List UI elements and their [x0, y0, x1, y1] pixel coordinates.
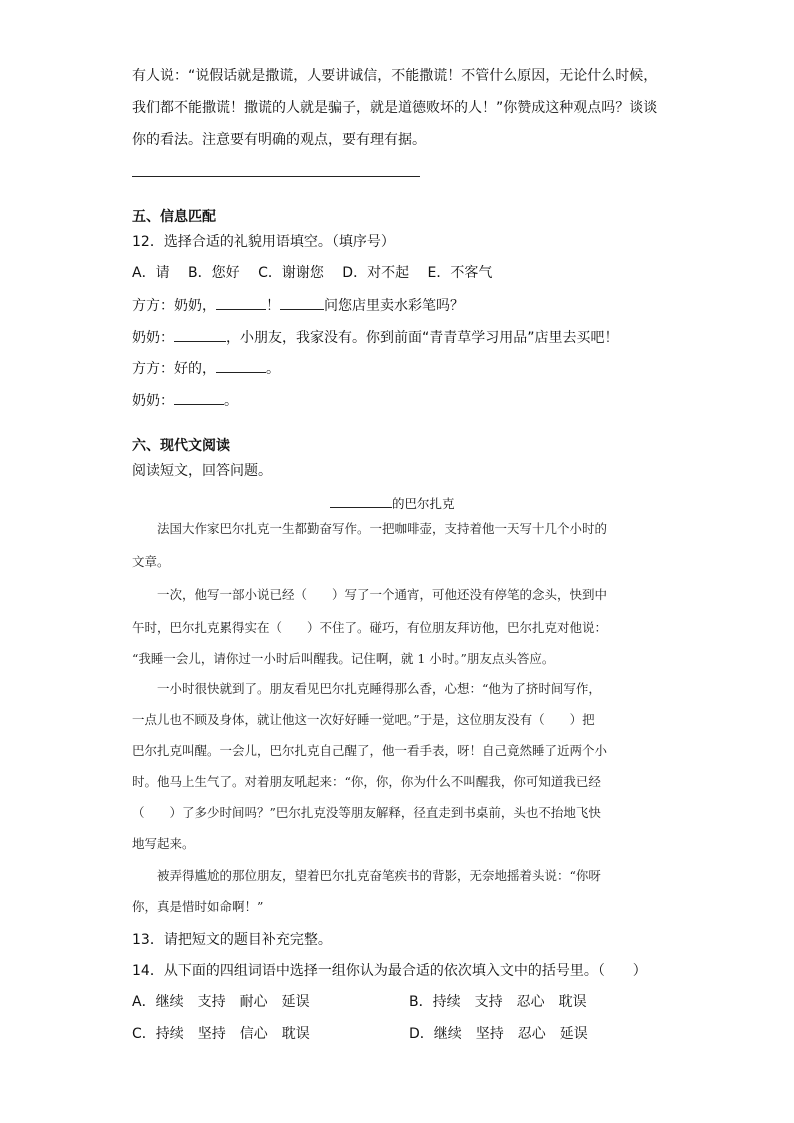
- q11-line-1: 有人说：“说假话就是撒谎，人要讲诚信，不能撒谎！不管什么原因，无论什么时候，: [132, 68, 658, 84]
- passage-line: “我睡一会儿，请你过一小时后叫醒我。记住啊，就 1 小时。”朋友点头答应。: [132, 651, 555, 666]
- dialogue-punct: ！: [266, 298, 280, 314]
- fill-blank-3[interactable]: [174, 327, 226, 342]
- dialogue-text: ，小朋友，我家没有。你到前面“青青草学习用品”店里去买吧！: [226, 330, 619, 346]
- dialogue-text: 。: [266, 361, 280, 377]
- dialogue-text: 。: [224, 393, 238, 409]
- q12-options: A．请 B．您好 C．谢谢您 D．对不起 E．不客气: [132, 265, 493, 281]
- choice-d[interactable]: D．继续 坚持 忍心 延误: [409, 1026, 588, 1042]
- choice-b[interactable]: B．持续 支持 忍心 耽误: [409, 994, 587, 1010]
- dialogue-speaker-text: 奶奶：: [132, 393, 174, 409]
- passage-line: 时。他马上生气了。对着朋友吼起来：“你，你，你为什么不叫醒我，你可知道我已经: [132, 774, 601, 789]
- dialogue-line-1: [132, 295, 464, 316]
- dialogue-line-2: [132, 327, 619, 348]
- q13-prompt: 13．请把短文的题目补充完整。: [132, 932, 332, 948]
- passage-line: 被弄得尴尬的那位朋友，望着巴尔扎克奋笔疾书的背影，无奈地摇着头说：“你呀: [132, 868, 601, 883]
- dialogue-line-3: [132, 358, 280, 379]
- fill-blank-2[interactable]: [280, 295, 324, 310]
- fill-blank-1[interactable]: [216, 295, 266, 310]
- q11-line-2: 我们都不能撒谎！撒谎的人就是骗子，就是道德败坏的人！”你赞成这种观点吗？谈谈: [132, 100, 658, 116]
- passage-line: 一次，他写一部小说已经（ ）写了一个通宵，可他还没有停笔的念头，快到中: [132, 587, 608, 602]
- dialogue-speaker-text: 奶奶：: [132, 330, 174, 346]
- passage-line: 文章。: [132, 554, 170, 569]
- passage-title-text: 的巴尔扎克: [392, 496, 455, 511]
- q14-prompt: 14．从下面的四组词语中选择一组你认为最合适的依次填入文中的括号里。（ ）: [132, 963, 647, 979]
- dialogue-speaker-text: 方方：奶奶，: [132, 298, 216, 314]
- passage-line: 巴尔扎克叫醒。一会儿，巴尔扎克自己醒了，他一看手表，呀！自己竟然睡了近两个小: [132, 743, 608, 758]
- passage-line: 一小时很快就到了。朋友看见巴尔扎克睡得那么香，心想：“他为了挤时间写作，: [132, 681, 601, 696]
- passage-line: 你，真是惜时如命啊！”: [132, 899, 264, 914]
- q12-prompt: 12．选择合适的礼貌用语填空。（填序号）: [132, 234, 395, 250]
- reading-instruction: 阅读短文，回答问题。: [132, 463, 272, 479]
- section6-heading: 六、现代文阅读: [132, 438, 230, 454]
- fill-blank-4[interactable]: [216, 358, 266, 373]
- passage-title: [330, 494, 455, 512]
- passage-line: 地写起来。: [132, 836, 195, 851]
- fill-blank-5[interactable]: [174, 390, 224, 405]
- choice-a[interactable]: A．继续 支持 耐心 延误: [132, 994, 310, 1010]
- title-blank[interactable]: [330, 495, 392, 508]
- choice-c[interactable]: C．持续 坚持 信心 耽误: [132, 1026, 310, 1042]
- dialogue-speaker-text: 方方：好的，: [132, 361, 216, 377]
- section5-heading: 五、信息匹配: [132, 209, 216, 225]
- answer-line[interactable]: [132, 176, 420, 177]
- passage-line: 午时，巴尔扎克累得实在（ ）不住了。碰巧，有位朋友拜访他，巴尔扎克对他说：: [132, 620, 608, 635]
- dialogue-text: 问您店里卖水彩笔吗？: [324, 298, 464, 314]
- passage-line: （ ）了多少时间吗？”巴尔扎克没等朋友解释，径直走到书桌前，头也不抬地飞快: [132, 805, 601, 820]
- passage-line: 一点儿也不顾及身体，就让他这一次好好睡一觉吧。”于是，这位朋友没有（ ）把: [132, 712, 595, 727]
- dialogue-line-4: [132, 390, 238, 411]
- q11-line-3: 你的看法。注意要有明确的观点，要有理有据。: [132, 132, 426, 148]
- passage-line: 法国大作家巴尔扎克一生都勤奋写作。一把咖啡壶，支持着他一天写十几个小时的: [132, 521, 608, 536]
